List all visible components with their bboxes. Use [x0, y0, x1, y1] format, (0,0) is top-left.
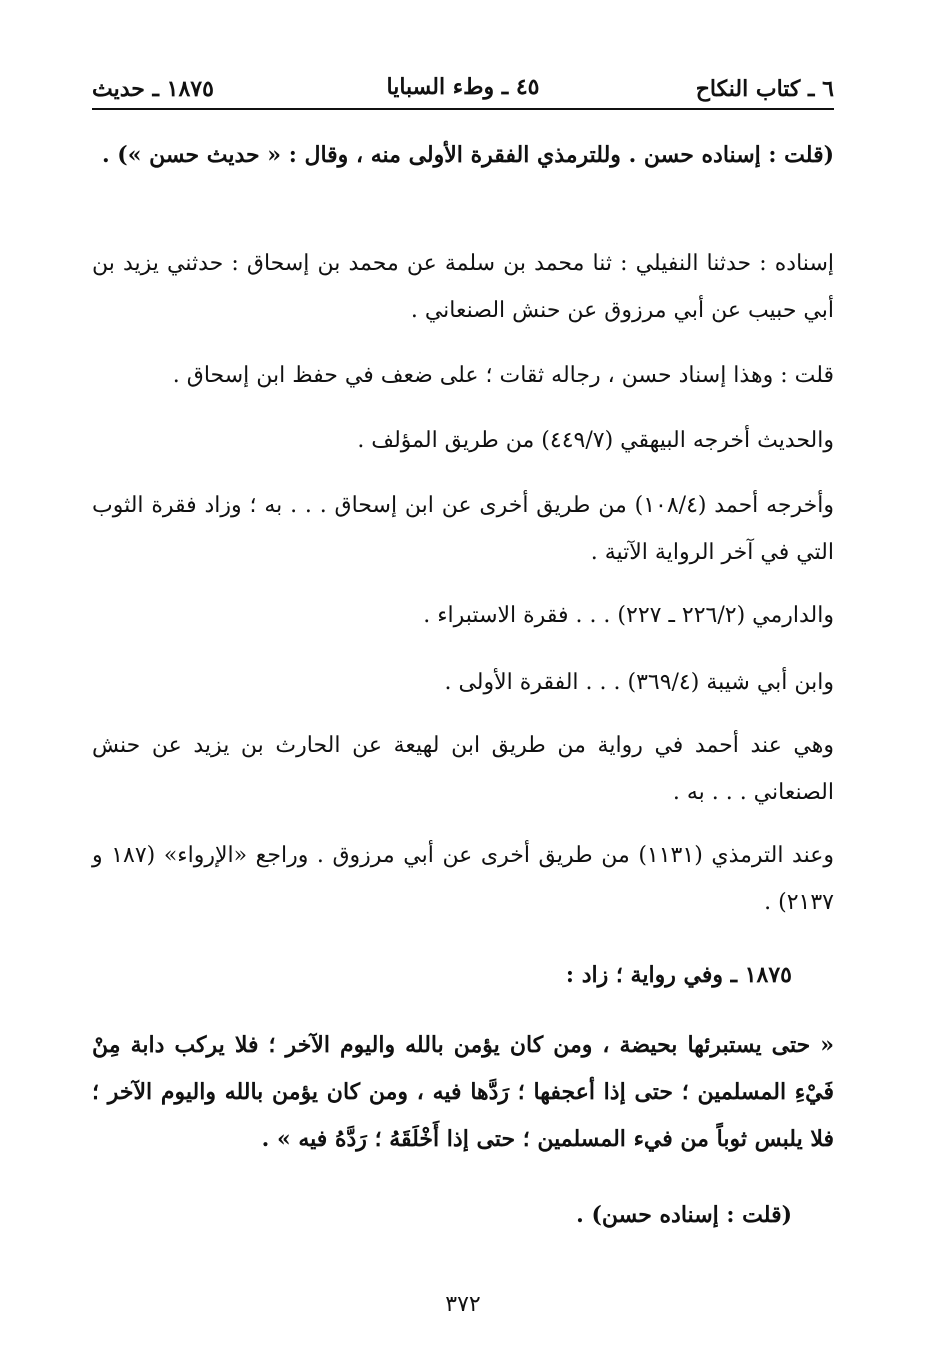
takhrij-tirmidhi: وعند الترمذي (١١٣١) من طريق أخرى عن أبي مرزوق . وراجع «الإرواء» (١٨٧ و ٢١٣٧) . [92, 843, 834, 915]
isnad-paragraph: إسناده : حدثنا النفيلي : ثنا محمد بن سلمة عن محمد بن إسحاق : حدثني يزيد بن أبي حبيب عن أبي مرزوق عن حنش الصنعاني . [92, 251, 834, 323]
hadith-text: « حتى يستبرئها بحيضة ، ومن كان يؤمن بالله واليوم الآخر ؛ فلا يركب دابة مِنْ فَيْءِ المسلمين ؛ حتى إذا أعجفها ؛ رَدَّها فيه ، ومن كان يؤمن بالله واليوم الآخر ؛ فلا يلبس ثوباً من فيء المسلمين ؛ حتى إذا أَخْلَقَهُ ؛ رَدَّهُ فيه » . [92, 1032, 834, 1152]
grading-paragraph: (قلت : إسناده حسن . وللترمذي الفقرة الأولى منه ، وقال : « حديث حسن ») . [101, 142, 834, 168]
hadith-heading: ١٨٧٥ ـ وفي رواية ؛ زاد : [565, 962, 792, 988]
header-rule [92, 108, 834, 110]
takhrij-bayhaqi: والحديث أخرجه البيهقي (٤٤٩/٧) من طريق المؤلف . [357, 428, 834, 453]
header-chapter: ٦ ـ كتاب النكاح [695, 76, 834, 102]
header-hadith-number: ١٨٧٥ ـ حديث [92, 76, 214, 102]
takhrij-darimi: والدارمي (٢٢٦/٢ ـ ٢٢٧) . . . فقرة الاستبراء . [423, 603, 834, 628]
takhrij-ibn-abi-shayba: وابن أبي شيبة (٣٦٩/٤) . . . الفقرة الأولى . [444, 670, 834, 695]
book-page [92, 62, 834, 1342]
takhrij-ahmad: وأخرجه أحمد (١٠٨/٤) من طريق أخرى عن ابن إسحاق . . . به ؛ وزاد فقرة الثوب التي في آخر الرواية الآتية . [92, 493, 834, 565]
comment-paragraph: قلت : وهذا إسناد حسن ، رجاله ثقات ؛ على ضعف في حفظ ابن إسحاق . [172, 363, 834, 388]
page-number: ٣٧٢ [445, 1292, 481, 1317]
running-header [92, 72, 834, 106]
header-section: ٤٥ ـ وطء السبايا [386, 74, 540, 100]
final-grading: (قلت : إسناده حسن) . [576, 1202, 792, 1228]
takhrij-ahmad-lahia: وهي عند أحمد في رواية من طريق ابن لهيعة عن الحارث بن يزيد عن حنش الصنعاني . . . به . [92, 733, 834, 805]
